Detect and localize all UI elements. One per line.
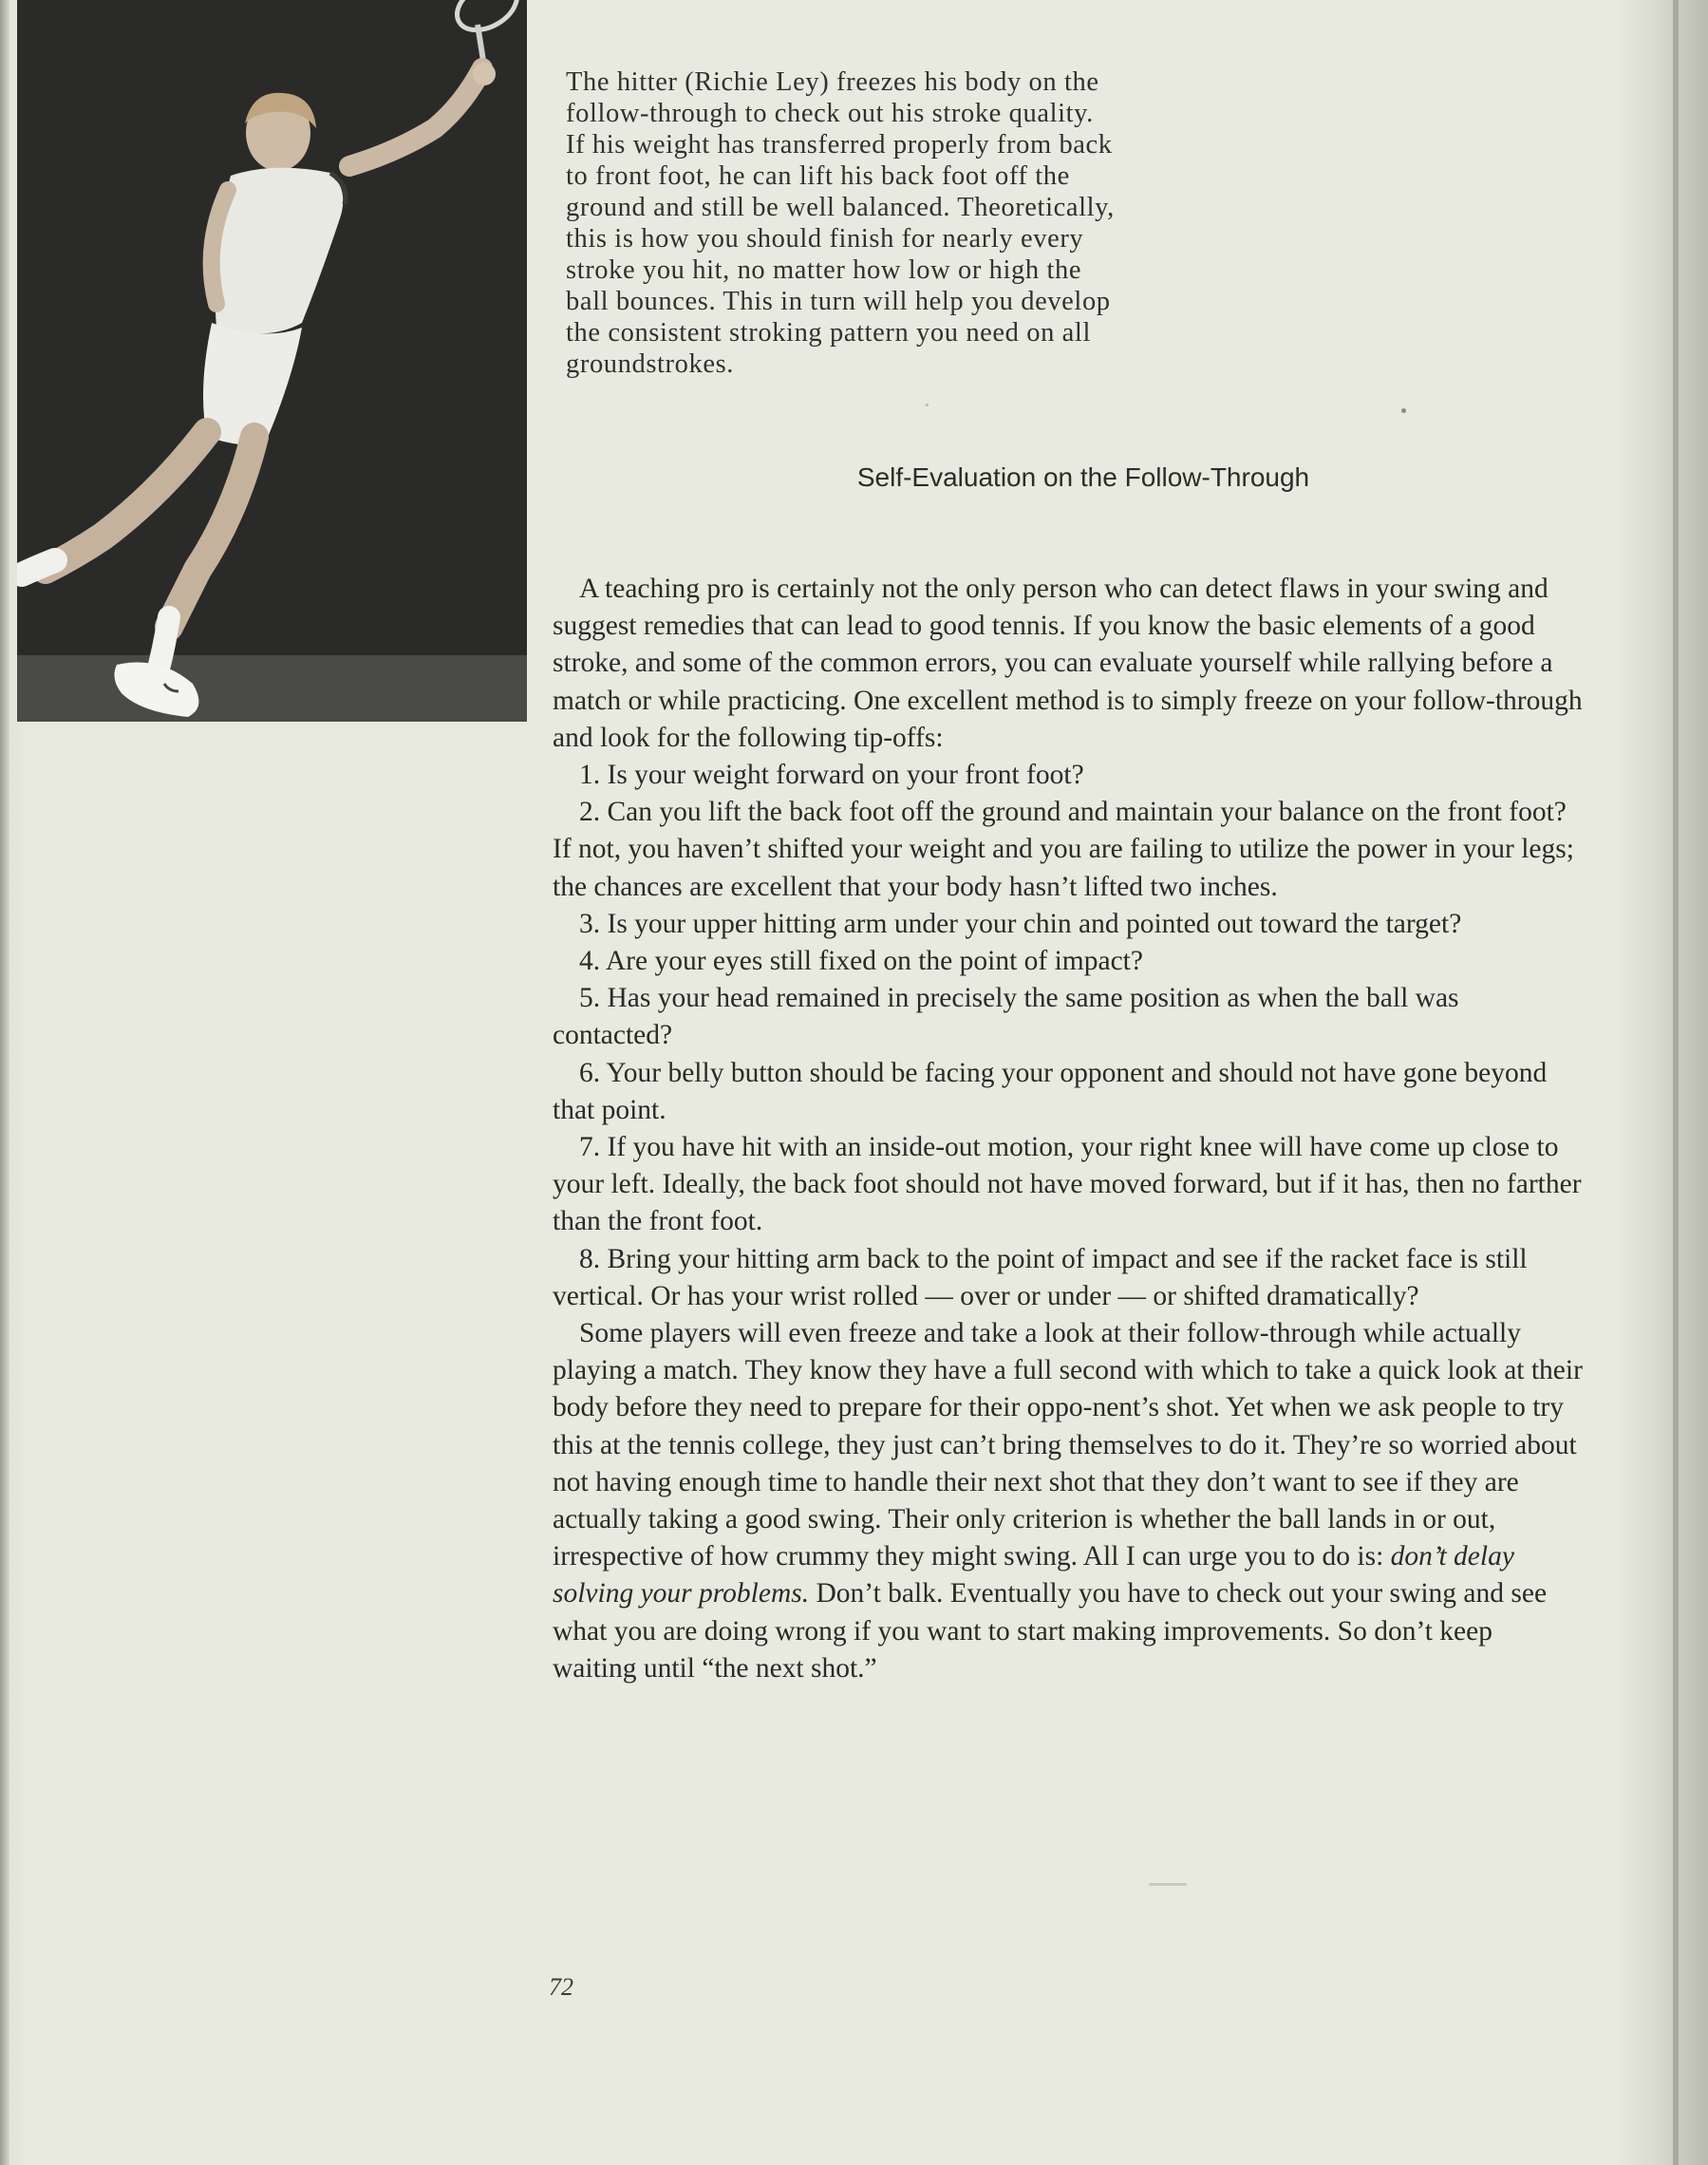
caption-line: ground and still be well balanced. Theoretically, — [566, 193, 1115, 222]
caption-line: If his weight has transferred properly from back — [566, 130, 1113, 160]
print-speck — [1149, 1883, 1187, 1886]
caption-line: to front foot, he can lift his back foot off the — [566, 161, 1070, 191]
closing-emphasis: don’t delay solving your problems. — [553, 1541, 1514, 1610]
tennis-player-illustration — [17, 0, 527, 722]
closing-paragraph — [553, 1315, 1583, 1687]
photo-caption — [566, 66, 1230, 380]
list-item: 7. If you have hit with an inside-out motion, your right knee will have come up close to your left. Ideally, the back foot should not have moved forward, but if it has, then no farther than the front foot. — [553, 1132, 1582, 1237]
page-number: 72 — [549, 1973, 573, 2001]
closing-text-end: Don’t balk. Eventually you have to check out your swing and see what you are doing wrong if you want to start making improvements. So don’t keep waiting until “the next shot.” — [553, 1578, 1548, 1684]
list-item: 3. Is your upper hitting arm under your chin and pointed out toward the target? — [579, 908, 1462, 939]
caption-line: The hitter (Richie Ley) freezes his body on the — [566, 67, 1099, 97]
caption-line: groundstrokes. — [566, 349, 735, 379]
list-item: 5. Has your head remained in precisely the same position as when the ball was contacted? — [553, 983, 1459, 1051]
body-text — [553, 571, 1583, 1687]
print-speck — [926, 404, 929, 406]
caption-line: stroke you hit, no matter how low or high the — [566, 255, 1082, 285]
caption-line: this is how you should finish for nearly every — [566, 224, 1084, 254]
intro-paragraph: A teaching pro is certainly not the only person who can detect flaws in your swing and suggest remedies that can lead to good tennis. If you know the basic elements of a good stroke, and some of the common errors, you can evaluate yourself while rallying before a match or while practicing. One excellent method is to simply freeze on your follow-through and look for the following tip-offs: — [553, 574, 1583, 753]
list-item: 8. Bring your hitting arm back to the point of impact and see if the racket face is still vertical. Or has your wrist rolled — over or under — or shifted dramatically? — [553, 1243, 1528, 1311]
page-left-edge — [0, 0, 9, 2165]
list-item: 6. Your belly button should be facing your opponent and should not have gone beyond that point. — [553, 1057, 1548, 1125]
print-speck — [1401, 408, 1406, 413]
page-gutter — [1673, 0, 1679, 2165]
caption-line: follow-through to check out his stroke quality. — [566, 99, 1094, 128]
section-heading: Self-Evaluation on the Follow-Through — [856, 462, 1310, 492]
list-item: 2. Can you lift the back foot off the ground and maintain your balance on the front foot? If not, you haven’t shifted your weight and you are failing to utilize the power in your legs; the chances are excellent that your body hasn’t lifted two inches. — [553, 797, 1574, 902]
caption-line: the consistent stroking pattern you need on all — [566, 318, 1091, 348]
tennis-player-photo — [17, 0, 527, 722]
list-item: 1. Is your weight forward on your front foot? — [579, 760, 1084, 791]
closing-text-start: Some players will even freeze and take a look at their follow-through while actually playing a match. They know they have a full second with which to take a quick look at their body before they need to prepare for their oppo-nent’s shot. Yet when we ask people to try this at the tennis college, they just can’t bring themselves to do it. They’re so worried about not having enough time to handle their next shot that they don’t want to see if they are actually taking a good swing. Their only criterion is whether the ball lands in or out, irrespective of how crummy they might swing. All I can urge you to do is: — [553, 1318, 1583, 1572]
list-item: 4. Are your eyes still fixed on the point of impact? — [579, 946, 1143, 977]
caption-line: ball bounces. This in turn will help you develop — [566, 287, 1111, 316]
